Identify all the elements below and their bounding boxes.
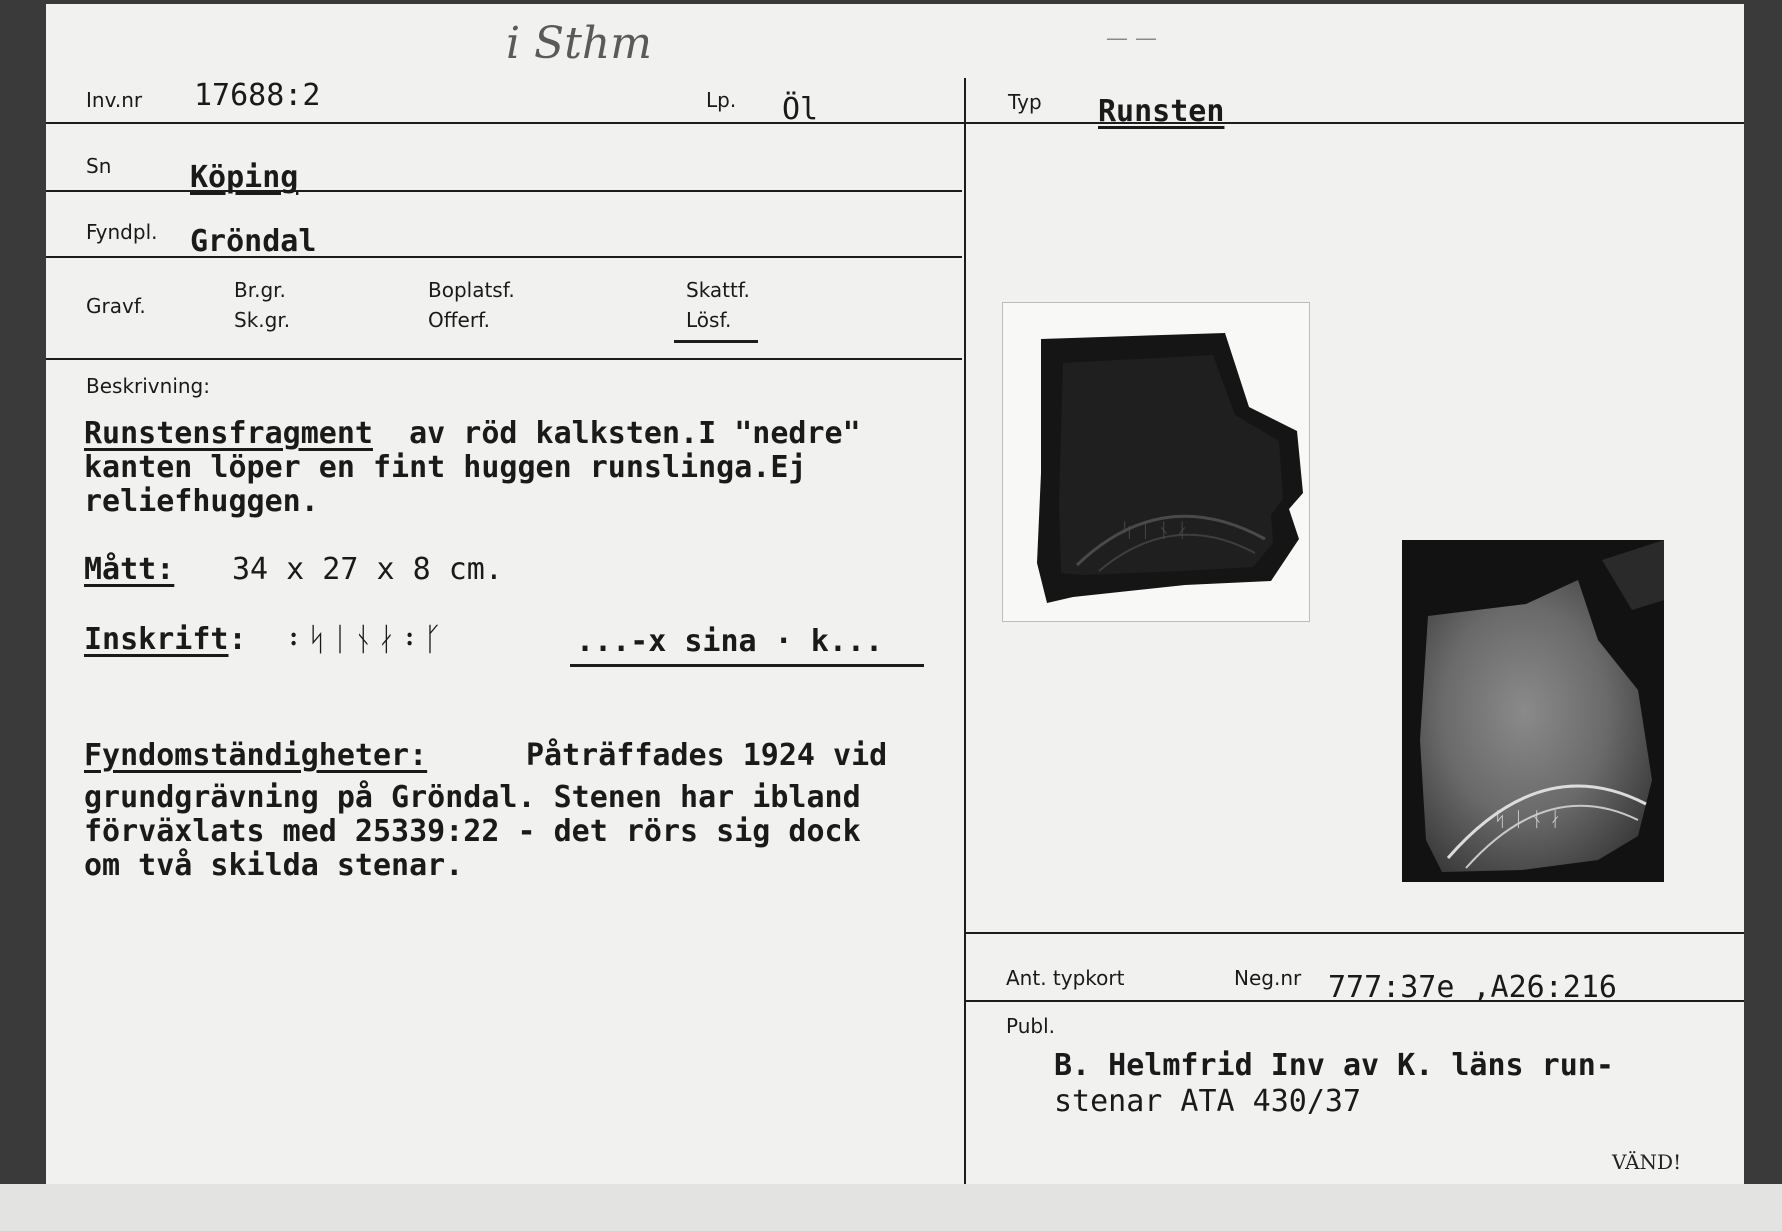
rule-vertical	[964, 78, 966, 1184]
skattf-label: Skattf.	[686, 278, 750, 302]
offerf-label: Offerf.	[428, 308, 490, 332]
handwritten-mark: — —	[1106, 26, 1157, 51]
handwritten-annotation: i Sthm	[506, 18, 652, 69]
inskrift-row	[84, 622, 247, 657]
lp-label: Lp.	[706, 88, 737, 112]
sn-value: Köping	[190, 160, 299, 195]
transcription-underline	[570, 664, 924, 667]
vand-note: VÄND!	[1612, 1150, 1682, 1174]
inv-value: 17688:2	[194, 78, 321, 113]
runestone-dark-image	[1003, 303, 1309, 621]
br-gr-label: Br.gr.	[234, 278, 286, 302]
description-line2: kanten löper en fint huggen runslinga.Ej	[84, 450, 807, 485]
fyndomst-line2: grundgrävning på Gröndal. Stenen har ibland	[84, 780, 861, 815]
sn-label: Sn	[86, 154, 112, 178]
losf-mark	[674, 340, 758, 343]
description-line3: reliefhuggen.	[84, 484, 319, 519]
boplatsf-label: Boplatsf.	[428, 278, 515, 302]
neg-nr-value: 777:37e ,A26:216	[1328, 970, 1617, 1005]
inskrift-runes: ᛬ᛋᛁᚾᛅ᛬ᚴ	[284, 620, 447, 658]
fyndomst-line1: Påträffades 1924 vid	[526, 738, 888, 773]
runestone-photo-dark	[1002, 302, 1310, 622]
publ-line2: stenar ATA 430/37	[1054, 1084, 1362, 1119]
beskrivning-label: Beskrivning:	[86, 374, 210, 398]
fyndomst-line3: förväxlats med 25339:22 - det rörs sig dock	[84, 814, 861, 849]
description-word: Runstensfragment	[84, 416, 373, 451]
matt-label: Mått:	[84, 552, 175, 587]
description-line1	[84, 416, 861, 451]
inskrift-colon: :	[228, 622, 247, 657]
runestone-photo-light	[1402, 540, 1664, 882]
ant-typkort-label: Ant. typkort	[1006, 966, 1125, 990]
sk-gr-label: Sk.gr.	[234, 308, 291, 332]
losf-label: Lösf.	[686, 308, 732, 332]
fyndpl-value: Gröndal	[190, 224, 317, 259]
fyndomst-label: Fyndomständigheter:	[84, 738, 428, 773]
rule-row1	[46, 122, 1744, 124]
svg-text:ᛋ ᛁ ᚾ ᛅ: ᛋ ᛁ ᚾ ᛅ	[1494, 807, 1562, 831]
gravf-label: Gravf.	[86, 294, 146, 318]
runestone-light-image	[1402, 540, 1664, 882]
scan-bottom-strip	[0, 1184, 1782, 1231]
matt-value: 34 x 27 x 8 cm.	[232, 552, 503, 587]
fyndomst-line4: om två skilda stenar.	[84, 848, 464, 883]
description-line1-rest: av röd kalksten.I "nedre"	[372, 416, 861, 451]
rule-row2	[46, 190, 962, 192]
typ-label: Typ	[1008, 90, 1042, 114]
lp-value: Öl	[782, 92, 819, 127]
typ-value: Runsten	[1098, 94, 1225, 129]
neg-nr-label: Neg.nr	[1234, 966, 1302, 990]
rule-row4	[46, 358, 962, 360]
publ-label: Publ.	[1006, 1014, 1055, 1038]
svg-text:ᛋ ᛁ ᚾ ᛅ: ᛋ ᛁ ᚾ ᛅ	[1121, 518, 1189, 542]
rule-row3	[46, 256, 962, 258]
fyndpl-label: Fyndpl.	[86, 220, 158, 244]
inv-label: Inv.nr	[86, 88, 143, 112]
inskrift-transcription: ...-x sina · k...	[576, 624, 884, 659]
rule-right1	[966, 932, 1744, 934]
index-card	[46, 4, 1744, 1184]
publ-line1: B. Helmfrid Inv av K. läns run-	[1054, 1048, 1614, 1083]
inskrift-label: Inskrift	[84, 622, 229, 657]
